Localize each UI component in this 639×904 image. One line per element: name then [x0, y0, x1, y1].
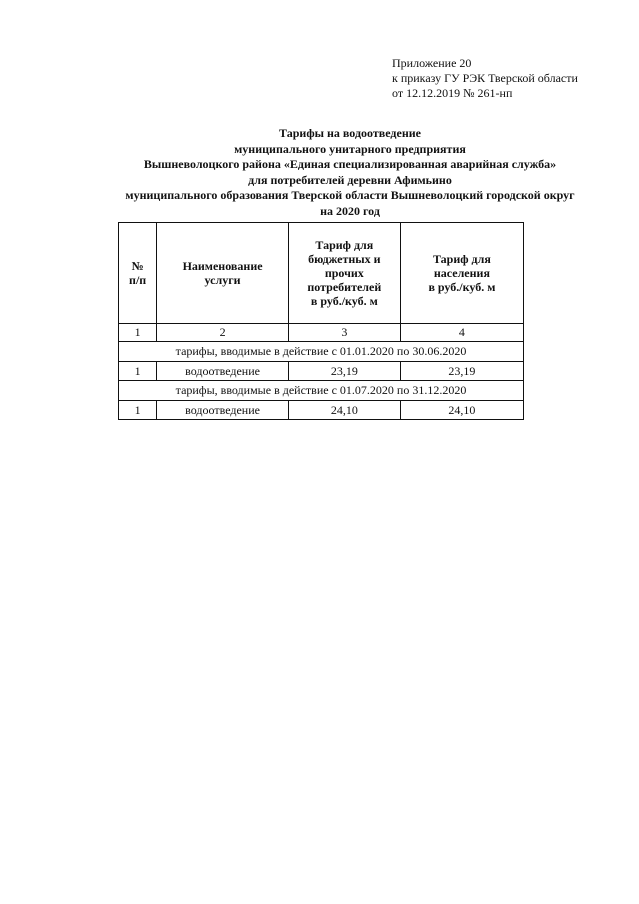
period-row [119, 381, 524, 401]
tariff-table [118, 222, 524, 420]
column-number: 2 [157, 324, 289, 342]
title-line: для потребителей деревни Афимьино [248, 172, 452, 187]
header-text: услуги [204, 273, 241, 287]
header-population-tariff [400, 223, 523, 324]
period-label: тарифы, вводимые в действие с 01.01.2020 по 30.06.2020 [119, 342, 524, 362]
header-text: прочих [324, 266, 364, 280]
cell-service: водоотведение [157, 362, 289, 381]
appendix-number: Приложение 20 [392, 56, 472, 70]
header-budget-tariff [288, 223, 400, 324]
table-header-row [119, 223, 524, 324]
document-title [60, 126, 639, 220]
header-text: населения [433, 266, 490, 280]
title-line: Вышневолоцкого района «Единая специализированная аварийная служба» [143, 157, 557, 172]
header-text: Наименование [182, 259, 263, 273]
header-text: бюджетных и [308, 252, 381, 266]
header-text: в руб./куб. м [428, 280, 496, 294]
header-text: потребителей [307, 280, 382, 294]
header-num [119, 223, 157, 324]
period-row [119, 342, 524, 362]
column-number: 4 [400, 324, 523, 342]
title-line: муниципального унитарного предприятия [234, 141, 466, 156]
header-text: Тариф для [432, 252, 491, 266]
table-row [119, 362, 524, 381]
header-text: п/п [129, 273, 147, 287]
title-line: Тарифы на водоотведение [279, 126, 421, 140]
title-line: на 2020 год [320, 203, 380, 218]
column-number: 1 [119, 324, 157, 342]
header-text: Тариф для [315, 238, 374, 252]
table-row [119, 401, 524, 420]
cell-service: водоотведение [157, 401, 289, 420]
column-number-row [119, 324, 524, 342]
title-line: муниципального образования Тверской области Вышневолоцкий городской округ [125, 188, 575, 203]
cell-num: 1 [119, 362, 157, 381]
cell-population-tariff: 23,19 [400, 362, 523, 381]
appendix-reference [392, 56, 578, 101]
header-text: в руб./куб. м [310, 294, 378, 308]
period-label: тарифы, вводимые в действие с 01.07.2020 по 31.12.2020 [119, 381, 524, 401]
appendix-date: от 12.12.2019 № 261-нп [392, 86, 513, 100]
cell-budget-tariff: 24,10 [288, 401, 400, 420]
cell-budget-tariff: 23,19 [288, 362, 400, 381]
cell-num: 1 [119, 401, 157, 420]
column-number: 3 [288, 324, 400, 342]
appendix-order: к приказу ГУ РЭК Тверской области [392, 71, 578, 85]
header-service [157, 223, 289, 324]
header-text: № [131, 259, 144, 273]
cell-population-tariff: 24,10 [400, 401, 523, 420]
